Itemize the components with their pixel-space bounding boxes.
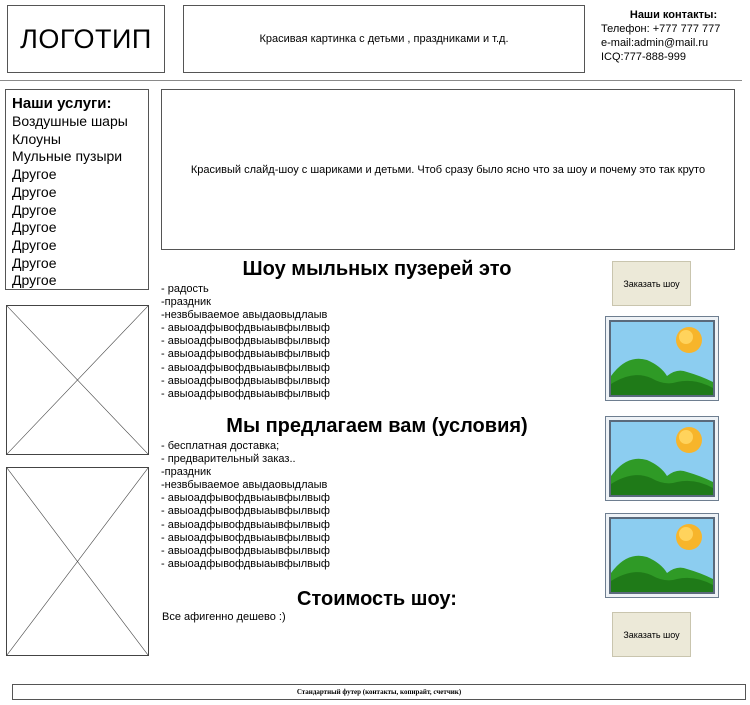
list-item: - авыоадфывофдвыаывфылвыф — [161, 348, 330, 361]
contacts-icq: ICQ:777-888-999 — [601, 51, 686, 63]
service-item[interactable]: Другое — [12, 219, 57, 236]
price-text: Все афигенно дешево :) — [162, 611, 286, 623]
crossed-box-placeholder — [6, 305, 149, 455]
cross-lines — [7, 306, 148, 454]
header-divider — [0, 80, 742, 81]
list-item: - авыоадфывофдвыаывфылвыф — [161, 505, 330, 518]
image-placeholder-icon — [605, 316, 719, 401]
image-placeholder-icon — [605, 416, 719, 501]
service-item[interactable]: Другое — [12, 201, 57, 218]
cross-lines — [7, 468, 148, 655]
list-item: -праздник — [161, 466, 211, 479]
list-item: - авыоадфывофдвыаывфылвыф — [161, 387, 330, 400]
list-item: - бесплатная доставка; — [161, 440, 280, 452]
footer: Стандартный футер (контакты, копирайт, счетчик) — [12, 684, 746, 700]
service-item[interactable]: Другое — [12, 272, 57, 289]
image-placeholder-icon — [605, 513, 719, 598]
services-menu — [5, 89, 149, 290]
service-item[interactable]: Мульные пузыри — [12, 148, 123, 165]
slideshow[interactable]: Красивый слайд-шоу с шариками и детьми. Чтоб сразу было ясно что за шоу и почему это так круто — [161, 89, 735, 250]
list-item: -незвбываемое авыдаовыдлаыв — [161, 309, 328, 322]
service-item[interactable]: Другое — [12, 166, 57, 183]
list-item: - авыоадфывофдвыаывфылвыф — [161, 322, 330, 335]
service-item[interactable]: Другое — [12, 183, 57, 200]
service-item[interactable]: Другое — [12, 236, 57, 253]
list-item: - предварительный заказ.. — [161, 453, 296, 466]
list-item: -праздник — [161, 296, 211, 309]
service-item[interactable]: Воздушные шары — [12, 113, 128, 129]
service-item[interactable]: Другое — [12, 254, 57, 271]
service-item[interactable]: Клоуны — [12, 130, 61, 147]
contacts-title: Наши контакты: — [629, 9, 718, 21]
section-title-offer: Мы предлагаем вам (условия) — [226, 415, 528, 437]
order-show-button-bottom[interactable]: Заказать шоу — [612, 612, 691, 657]
offer-conditions-list — [161, 440, 330, 571]
services-title: Наши услуги: — [12, 95, 112, 112]
list-item: - авыоадфывофдвыаывфылвыф — [161, 544, 330, 557]
list-item: - авыоадфывофдвыаывфылвыф — [161, 518, 330, 531]
list-item: - авыоадфывофдвыаывфылвыф — [161, 557, 330, 570]
header-banner: Красивая картинка с детьми , праздниками и т.д. — [183, 5, 585, 73]
logo[interactable]: ЛОГОТИП — [7, 5, 165, 73]
order-show-button[interactable]: Заказать шоу — [612, 261, 691, 306]
contacts-phone: Телефон: +777 777 777 — [601, 23, 721, 35]
crossed-box-placeholder — [6, 467, 149, 656]
contacts-email[interactable]: e-mail:admin@mail.ru — [601, 37, 709, 49]
section-title-show: Шоу мыльных пузерей это — [242, 258, 512, 280]
services-list — [12, 113, 143, 290]
list-item: - авыоадфывофдвыаывфылвыф — [161, 374, 330, 387]
contacts-block — [601, 8, 746, 64]
list-item: -незвбываемое авыдаовыдлаыв — [161, 479, 328, 492]
list-item: - радость — [161, 283, 209, 295]
section-title-price: Стоимость шоу: — [297, 588, 457, 610]
list-item: - авыоадфывофдвыаывфылвыф — [161, 361, 330, 374]
list-item: - авыоадфывофдвыаывфылвыф — [161, 492, 330, 505]
list-item: - авыоадфывофдвыаывфылвыф — [161, 531, 330, 544]
show-benefits-list — [161, 283, 330, 401]
list-item: - авыоадфывофдвыаывфылвыф — [161, 335, 330, 348]
